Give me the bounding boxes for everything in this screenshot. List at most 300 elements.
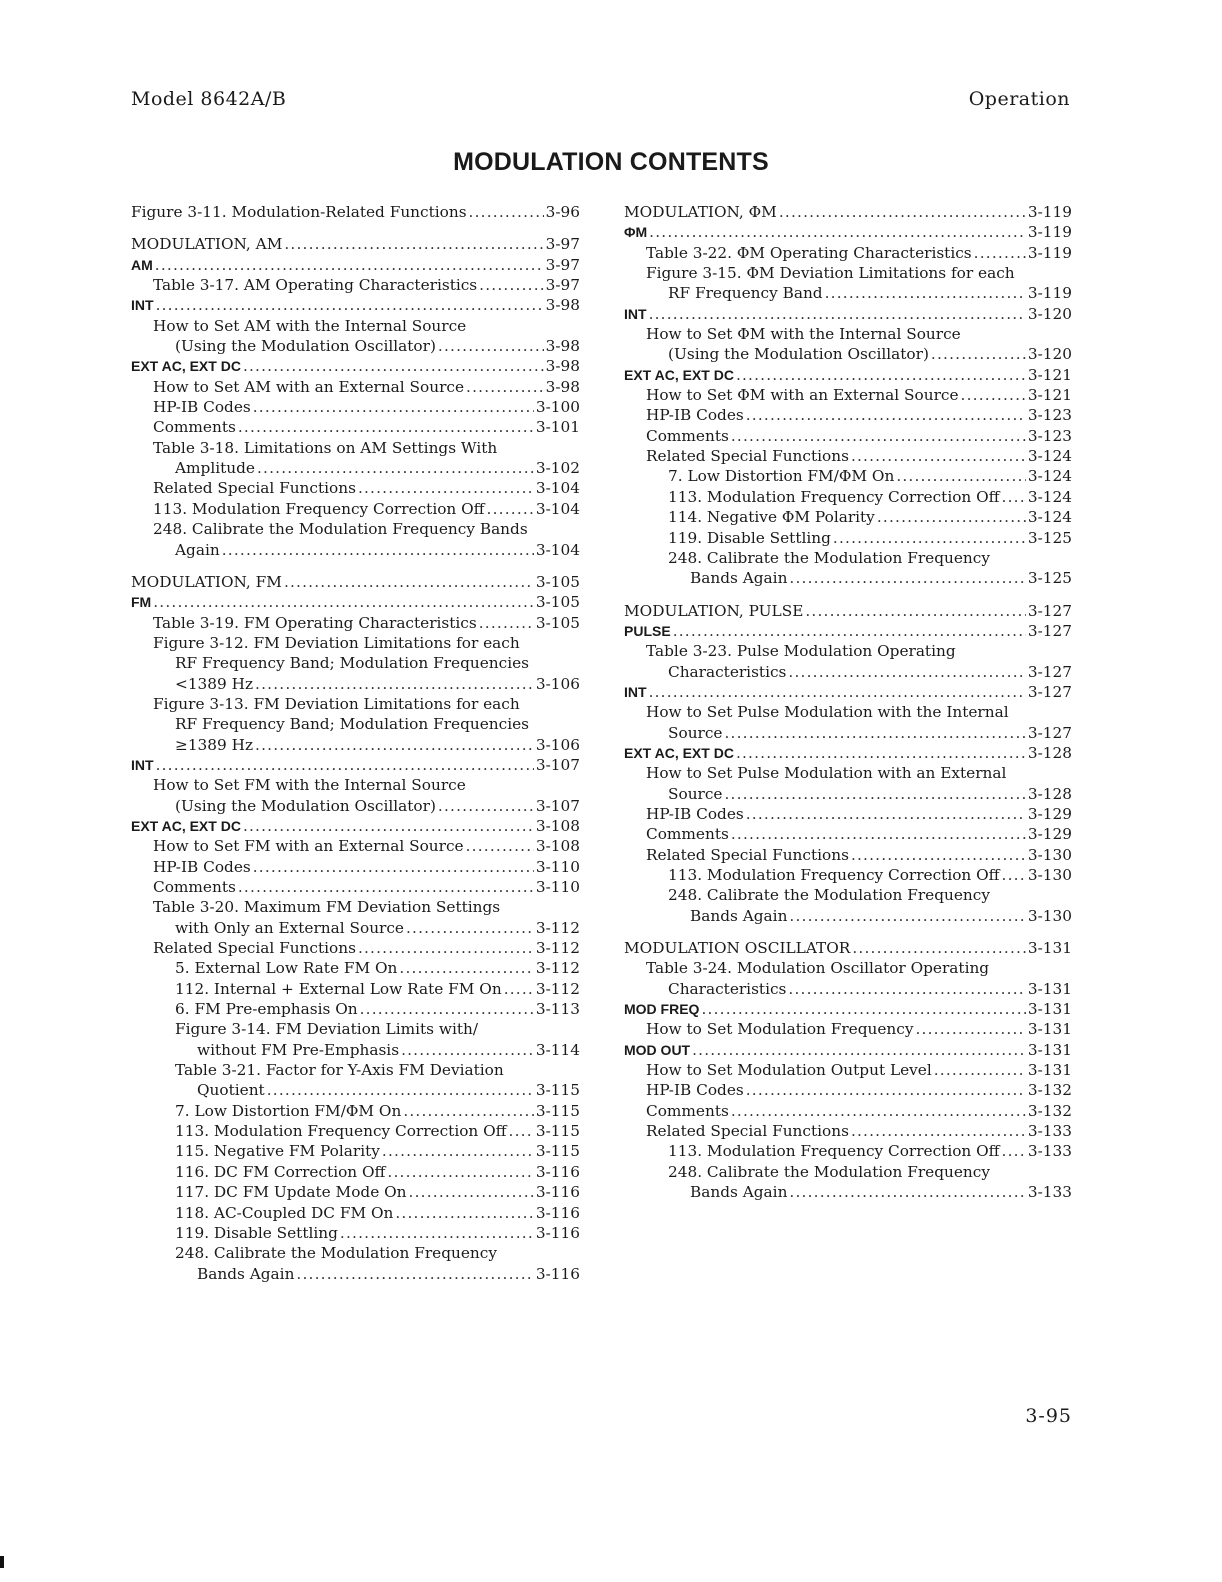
toc-entry-page: 3-120: [1027, 304, 1072, 323]
toc-entry-page: 3-128: [1027, 743, 1072, 762]
toc-entry-title: MODULATION, ΦM: [624, 203, 777, 221]
toc-entry: [624, 1040, 1072, 1060]
toc-entry: [131, 1243, 580, 1263]
toc-entry-page: 3-133: [1027, 1122, 1072, 1141]
dot-leader: [156, 295, 544, 315]
toc-entry: [131, 1141, 580, 1161]
toc-entry-title: How to Set ΦM with the Internal Source: [646, 325, 961, 344]
dot-leader: [746, 804, 1026, 824]
toc-entry: [624, 385, 1072, 405]
toc-entry: [131, 674, 580, 694]
toc-entry: [131, 653, 580, 673]
toc-entry-title: Comments: [153, 418, 236, 437]
dot-leader: [931, 344, 1026, 364]
toc-entry: [624, 999, 1072, 1019]
page-number: 3-95: [1025, 1405, 1072, 1427]
toc-entry-page: 3-113: [535, 1000, 580, 1019]
toc-entry: [624, 763, 1072, 783]
dot-leader: [469, 202, 544, 222]
toc-entry: [624, 365, 1072, 385]
toc-entry-title: Bands Again: [197, 1264, 295, 1283]
toc-entry: [131, 836, 580, 856]
toc-entry: [131, 1019, 580, 1039]
dot-leader: [825, 283, 1026, 303]
dot-leader: [466, 836, 534, 856]
toc-entry-page: 3-98: [545, 296, 580, 315]
toc-entry-title: 113. Modulation Frequency Correction Off: [668, 1142, 1000, 1161]
page-title: MODULATION CONTENTS: [453, 148, 769, 176]
toc-entry-page: 3-132: [1027, 1081, 1072, 1100]
toc-entry: [624, 243, 1072, 263]
toc-entry-title: 7. Low Distortion FM/ΦM On: [175, 1101, 402, 1120]
toc-entry-page: 3-108: [535, 837, 580, 856]
toc-entry-title: Source: [668, 723, 723, 742]
toc-entry-title: How to Set Pulse Modulation with an External: [646, 764, 1007, 783]
toc-entry-page: 3-131: [1027, 979, 1072, 998]
toc-entry-title: RF Frequency Band: [668, 284, 823, 303]
toc-entry: [624, 1121, 1072, 1141]
toc-entry-title: 5. External Low Rate FM On: [175, 959, 398, 978]
dot-leader: [833, 528, 1026, 548]
toc-right-column: [624, 202, 1072, 1203]
dot-leader: [267, 1080, 534, 1100]
toc-entry-page: 3-116: [535, 1264, 580, 1283]
toc-entry-page: 3-131: [1027, 1000, 1072, 1019]
toc-entry: [624, 906, 1072, 926]
toc-entry-title: INT: [624, 305, 647, 322]
dot-leader: [238, 877, 534, 897]
toc-entry-page: 3-119: [1027, 223, 1072, 242]
dot-leader: [673, 621, 1026, 641]
toc-entry-title: MOD FREQ: [624, 1001, 700, 1018]
dot-leader: [974, 243, 1026, 263]
toc-entry-page: 3-97: [545, 255, 580, 274]
dot-leader: [934, 1060, 1026, 1080]
toc-entry: [624, 1162, 1072, 1182]
toc-entry-page: 3-127: [1027, 682, 1072, 701]
toc-entry-title: 116. DC FM Correction Off: [175, 1162, 386, 1181]
toc-entry-title: 113. Modulation Frequency Correction Off: [153, 499, 485, 518]
toc-entry-title: 7. Low Distortion FM/ΦM On: [668, 467, 895, 486]
dot-leader: [746, 405, 1026, 425]
toc-entry: [131, 979, 580, 999]
toc-entry: [131, 458, 580, 478]
toc-entry-title: 113. Modulation Frequency Correction Off: [668, 866, 1000, 884]
toc-entry: [624, 979, 1072, 999]
dot-leader: [746, 1080, 1026, 1100]
toc-entry: [131, 999, 580, 1019]
toc-entry-title: Figure 3-14. FM Deviation Limits with/: [175, 1020, 478, 1039]
toc-entry-title: Comments: [646, 825, 729, 844]
dot-leader: [724, 723, 1025, 743]
toc-entry-page: 3-119: [1027, 243, 1072, 262]
toc-entry-page: 3-112: [535, 918, 580, 937]
toc-entry: [624, 446, 1072, 466]
toc-entry: [131, 694, 580, 714]
toc-entry: [624, 885, 1072, 905]
toc-entry: [624, 202, 1072, 222]
toc-entry: [131, 796, 580, 816]
toc-entry-title: ΦM: [624, 224, 648, 241]
toc-entry-page: 3-106: [535, 674, 580, 693]
toc-entry-title: 119. Disable Settling: [175, 1223, 338, 1242]
dot-leader: [340, 1223, 534, 1243]
toc-entry-title: HP-IB Codes: [153, 857, 251, 876]
toc-entry-title: (Using the Modulation Oscillator): [175, 796, 436, 815]
toc-entry-title: Bands Again: [690, 569, 788, 588]
toc-entry-title: How to Set Modulation Output Level: [646, 1061, 932, 1080]
toc-entry-title: 248. Calibrate the Modulation Frequency Bands: [153, 520, 528, 539]
toc-entry-title: Table 3-23. Pulse Modulation Operating: [646, 642, 956, 661]
toc-entry-page: 3-131: [1027, 1040, 1072, 1059]
toc-entry: [624, 507, 1072, 527]
toc-entry-title: RF Frequency Band; Modulation Frequencies: [175, 715, 529, 734]
dot-leader: [222, 540, 534, 560]
dot-leader: [243, 356, 544, 376]
toc-entry: [131, 613, 580, 633]
toc-entry-title: MODULATION, PULSE: [624, 601, 804, 620]
toc-entry-page: 3-129: [1027, 825, 1072, 844]
toc-entry-page: 3-120: [1027, 345, 1072, 364]
toc-entry: [131, 755, 580, 775]
dot-leader: [487, 499, 534, 519]
dot-leader: [466, 377, 544, 397]
toc-entry-page: 3-116: [535, 1183, 580, 1202]
toc-entry: [131, 519, 580, 539]
toc-entry-page: 3-132: [1027, 1101, 1072, 1120]
toc-left-column: [131, 202, 580, 1284]
dot-leader: [438, 796, 534, 816]
toc-entry-title: Bands Again: [690, 1183, 788, 1202]
toc-entry: [131, 499, 580, 519]
toc-entry: [131, 438, 580, 458]
toc-entry-page: 3-116: [535, 1162, 580, 1181]
toc-entry: [624, 466, 1072, 486]
toc-entry: [624, 845, 1072, 865]
dot-leader: [296, 1264, 533, 1284]
dot-leader: [438, 336, 544, 356]
toc-entry: [131, 1040, 580, 1060]
toc-entry: [624, 263, 1072, 283]
toc-entry-title: Quotient: [197, 1081, 265, 1100]
toc-entry-title: Again: [175, 540, 220, 559]
toc-entry-page: 3-114: [535, 1040, 580, 1059]
toc-entry: [624, 702, 1072, 722]
toc-entry-title: Characteristics: [668, 662, 787, 681]
dot-leader: [851, 845, 1026, 865]
toc-entry-title: Related Special Functions: [646, 1122, 849, 1141]
toc-entry: [131, 540, 580, 560]
dot-leader: [284, 572, 534, 592]
toc-entry-title: PULSE: [624, 622, 671, 639]
toc-entry: [624, 641, 1072, 661]
toc-entry-page: 3-130: [1027, 866, 1072, 884]
toc-entry: [131, 775, 580, 795]
toc-entry: [131, 857, 580, 877]
dot-leader: [736, 743, 1026, 763]
toc-entry: [624, 304, 1072, 324]
toc-entry-title: Characteristics: [668, 979, 787, 998]
dot-leader: [155, 255, 544, 275]
toc-entry-page: 3-98: [545, 337, 580, 356]
toc-entry-title: 114. Negative ΦM Polarity: [668, 508, 875, 527]
toc-entry-page: 3-97: [545, 235, 580, 254]
toc-entry-title: EXT AC, EXT DC: [131, 817, 241, 834]
dot-leader: [789, 906, 1025, 926]
toc-entry-title: Comments: [646, 1101, 729, 1120]
toc-entry-title: Table 3-19. FM Operating Characteristics: [153, 613, 477, 632]
toc-entry-page: 3-107: [535, 755, 580, 774]
toc-entry: [131, 417, 580, 437]
scan-edge-mark: [0, 1556, 4, 1568]
toc-entry-page: 3-129: [1027, 804, 1072, 823]
toc-entry: [131, 572, 580, 592]
toc-entry-title: FM: [131, 594, 152, 611]
toc-entry-page: 3-124: [1027, 487, 1072, 506]
toc-entry-title: MOD OUT: [624, 1041, 691, 1058]
toc-entry: [624, 324, 1072, 344]
toc-entry: [131, 816, 580, 836]
toc-entry: [131, 877, 580, 897]
toc-entry: [624, 1080, 1072, 1100]
toc-entry-title: Bands Again: [690, 906, 788, 925]
dot-leader: [395, 1203, 534, 1223]
toc-entry-page: 3-112: [535, 959, 580, 978]
dot-leader: [153, 592, 534, 612]
dot-leader: [360, 999, 534, 1019]
dot-leader: [649, 304, 1026, 324]
toc-entry: [131, 255, 580, 275]
toc-entry-title: Table 3-22. ΦM Operating Characteristics: [646, 243, 972, 262]
toc-entry-page: 3-124: [1027, 508, 1072, 527]
dot-leader: [253, 397, 534, 417]
toc-entry: [131, 1121, 580, 1141]
toc-entry-title: Source: [668, 784, 723, 803]
toc-entry: [624, 1019, 1072, 1039]
toc-entry-page: 3-130: [1027, 906, 1072, 925]
toc-entry-title: <1389 Hz: [175, 674, 254, 693]
dot-leader: [1002, 487, 1026, 507]
toc-entry-title: Table 3-20. Maximum FM Deviation Settings: [153, 898, 501, 917]
dot-leader: [788, 662, 1026, 682]
toc-entry-page: 3-133: [1027, 1183, 1072, 1202]
toc-entry-page: 3-107: [535, 796, 580, 815]
toc-entry: [131, 397, 580, 417]
toc-entry-page: 3-119: [1027, 203, 1072, 221]
toc-entry-page: 3-125: [1027, 528, 1072, 547]
toc-entry-title: EXT AC, EXT DC: [624, 366, 734, 383]
toc-entry-page: 3-108: [535, 816, 580, 835]
dot-leader: [479, 275, 543, 295]
toc-entry-page: 3-112: [535, 979, 580, 998]
toc-entry: [131, 918, 580, 938]
dot-leader: [736, 365, 1026, 385]
toc-entry-title: INT: [131, 756, 154, 773]
toc-entry-title: Table 3-24. Modulation Oscillator Operating: [646, 959, 990, 978]
toc-entry-page: 3-97: [545, 276, 580, 295]
dot-leader: [649, 682, 1026, 702]
toc-entry: [131, 1060, 580, 1080]
toc-entry: [131, 275, 580, 295]
toc-entry: [624, 487, 1072, 507]
toc-entry-title: Figure 3-15. ΦM Deviation Limitations for each: [646, 264, 1015, 283]
toc-entry-page: 3-115: [535, 1081, 580, 1100]
toc-entry-page: 3-116: [535, 1223, 580, 1242]
toc-entry: [131, 1264, 580, 1284]
toc-entry-title: How to Set FM with an External Source: [153, 837, 464, 856]
toc-entry-title: (Using the Modulation Oscillator): [668, 345, 929, 364]
dot-leader: [852, 938, 1026, 958]
toc-entry: [131, 938, 580, 958]
toc-entry-title: INT: [131, 297, 154, 314]
toc-entry: [131, 1203, 580, 1223]
toc-entry-title: HP-IB Codes: [153, 398, 251, 417]
toc-entry-page: 3-116: [535, 1203, 580, 1222]
toc-entry: [624, 601, 1072, 621]
dot-leader: [238, 417, 534, 437]
toc-entry-page: 3-115: [535, 1101, 580, 1120]
toc-entry-page: 3-105: [535, 613, 580, 632]
toc-entry-page: 3-121: [1027, 365, 1072, 384]
toc-entry: [624, 568, 1072, 588]
toc-entry-title: MODULATION, AM: [131, 235, 283, 254]
dot-leader: [851, 1121, 1026, 1141]
toc-entry-page: 3-124: [1027, 447, 1072, 466]
toc-entry-title: 113. Modulation Frequency Correction Off: [668, 487, 1000, 506]
running-header-section: Operation: [968, 88, 1070, 110]
toc-entry-page: 3-98: [545, 377, 580, 396]
dot-leader: [789, 1182, 1025, 1202]
toc-entry-title: MODULATION OSCILLATOR: [624, 939, 851, 958]
toc-entry-title: EXT AC, EXT DC: [624, 744, 734, 761]
toc-entry-title: without FM Pre-Emphasis: [197, 1040, 400, 1059]
toc-entry: [624, 723, 1072, 743]
toc-entry-title: 6. FM Pre-emphasis On: [175, 1000, 358, 1019]
toc-entry: [131, 714, 580, 734]
dot-leader: [877, 507, 1026, 527]
dot-leader: [382, 1141, 534, 1161]
toc-entry-title: Amplitude: [175, 459, 255, 478]
toc-entry-title: How to Set AM with an External Source: [153, 377, 465, 396]
toc-entry: [131, 958, 580, 978]
toc-entry: [624, 283, 1072, 303]
toc-entry: [131, 202, 580, 222]
toc-entry-title: How to Set Modulation Frequency: [646, 1020, 914, 1039]
dot-leader: [358, 478, 534, 498]
toc-entry-page: 3-115: [535, 1142, 580, 1161]
toc-entry: [624, 662, 1072, 682]
toc-entry-title: Comments: [153, 878, 236, 896]
toc-entry-title: Table 3-17. AM Operating Characteristics: [153, 276, 478, 295]
toc-entry: [624, 804, 1072, 824]
dot-leader: [403, 1101, 534, 1121]
toc-entry: [131, 592, 580, 612]
toc-entry-page: 3-96: [545, 203, 580, 221]
toc-entry-title: Table 3-18. Limitations on AM Settings With: [153, 438, 498, 457]
toc-entry: [624, 621, 1072, 641]
toc-entry-title: Related Special Functions: [153, 479, 356, 498]
dot-leader: [509, 1121, 534, 1141]
toc-entry-title: How to Set ΦM with an External Source: [646, 386, 959, 405]
toc-entry: [624, 548, 1072, 568]
toc-entry-title: 115. Negative FM Polarity: [175, 1142, 380, 1161]
toc-entry-title: HP-IB Codes: [646, 406, 744, 425]
toc-entry-title: MODULATION, FM: [131, 572, 282, 591]
toc-entry: [624, 1182, 1072, 1202]
toc-entry-title: Table 3-21. Factor for Y-Axis FM Deviation: [175, 1061, 504, 1080]
toc-entry-title: ≥1389 Hz: [175, 735, 254, 754]
toc-entry-page: 3-115: [535, 1122, 580, 1141]
toc-entry-page: 3-123: [1027, 406, 1072, 425]
dot-leader: [788, 979, 1026, 999]
toc-entry-page: 3-128: [1027, 784, 1072, 803]
dot-leader: [731, 824, 1026, 844]
toc-entry-page: 3-131: [1027, 1020, 1072, 1039]
toc-entry-title: 248. Calibrate the Modulation Frequency: [668, 548, 990, 567]
toc-entry: [131, 234, 580, 254]
dot-leader: [731, 426, 1026, 446]
toc-entry: [131, 633, 580, 653]
toc-entry-page: 3-104: [535, 499, 580, 518]
dot-leader: [851, 446, 1026, 466]
toc-entry: [624, 824, 1072, 844]
toc-entry: [624, 528, 1072, 548]
toc-entry-page: 3-127: [1027, 621, 1072, 640]
toc-entry: [131, 316, 580, 336]
toc-entry: [624, 344, 1072, 364]
toc-entry: [131, 377, 580, 397]
dot-leader: [253, 857, 534, 877]
toc-entry-title: 248. Calibrate the Modulation Frequency: [668, 1162, 990, 1181]
dot-leader: [479, 613, 534, 633]
toc-entry-page: 3-127: [1027, 723, 1072, 742]
toc-entry-page: 3-130: [1027, 845, 1072, 864]
dot-leader: [504, 979, 534, 999]
toc-entry-title: RF Frequency Band; Modulation Frequencies: [175, 654, 529, 673]
dot-leader: [406, 918, 534, 938]
dot-leader: [387, 1162, 533, 1182]
dot-leader: [805, 601, 1026, 621]
dot-leader: [156, 755, 534, 775]
toc-entry-page: 3-112: [535, 939, 580, 958]
toc-entry: [624, 938, 1072, 958]
toc-entry: [131, 1182, 580, 1202]
toc-entry: [131, 295, 580, 315]
toc-entry-page: 3-124: [1027, 467, 1072, 486]
toc-entry-page: 3-127: [1027, 601, 1072, 620]
toc-entry: [624, 784, 1072, 804]
dot-leader: [692, 1040, 1026, 1060]
toc-entry-title: Figure 3-11. Modulation-Related Functions: [131, 203, 467, 221]
toc-entry-page: 3-131: [1027, 1061, 1072, 1080]
toc-entry-title: 248. Calibrate the Modulation Frequency: [175, 1244, 497, 1263]
running-header-model: Model 8642A/B: [131, 88, 287, 110]
toc-entry: [624, 405, 1072, 425]
toc-entry-title: EXT AC, EXT DC: [131, 358, 241, 375]
toc-entry-title: INT: [624, 683, 647, 700]
dot-leader: [724, 784, 1025, 804]
toc-entry-title: 112. Internal + External Low Rate FM On: [175, 979, 502, 998]
dot-leader: [896, 466, 1026, 486]
toc-entry-title: Figure 3-13. FM Deviation Limitations for each: [153, 694, 520, 713]
toc-entry-page: 3-125: [1027, 569, 1072, 588]
dot-leader: [243, 816, 534, 836]
toc-entry-page: 3-102: [535, 459, 580, 478]
toc-entry-title: 248. Calibrate the Modulation Frequency: [668, 886, 990, 905]
toc-entry-title: How to Set FM with the Internal Source: [153, 776, 466, 795]
dot-leader: [284, 234, 543, 254]
toc-entry-page: 3-131: [1027, 939, 1072, 958]
